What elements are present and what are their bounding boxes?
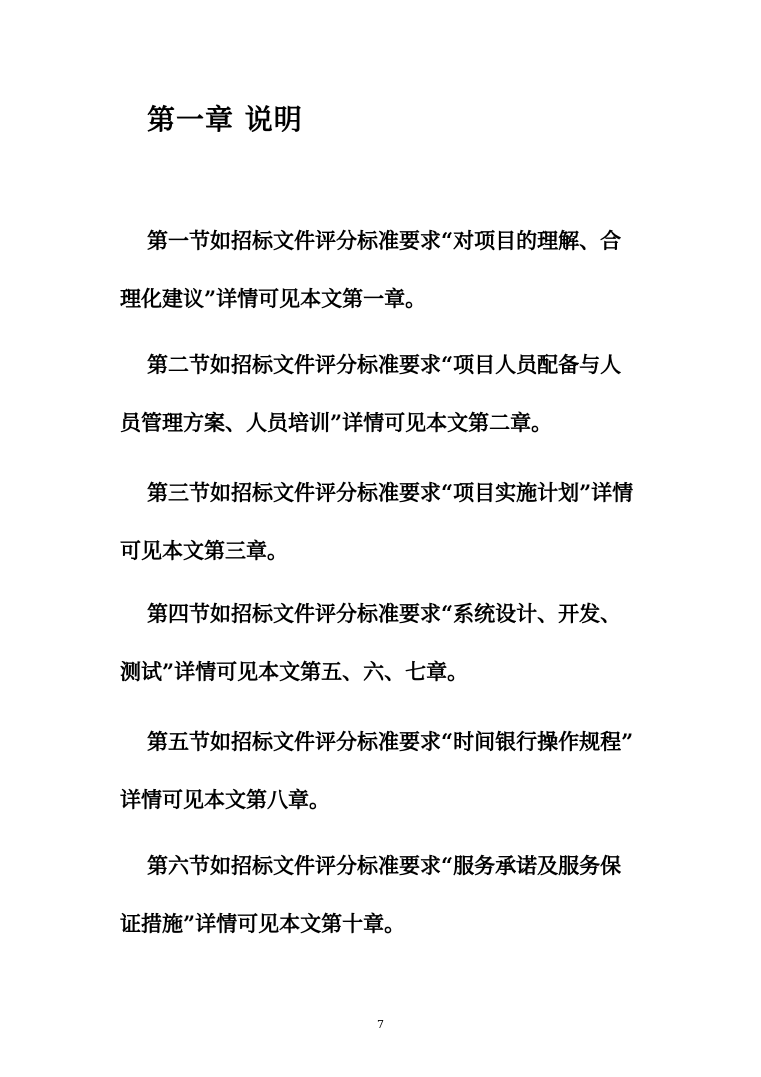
section-3-line-2: 可见本文第三章。 bbox=[120, 538, 288, 563]
section-6-line-1: 第六节如招标文件评分标准要求“服务承诺及服务保 bbox=[147, 853, 622, 878]
section-2 bbox=[120, 336, 645, 452]
section-5-line-2: 详情可见本文第八章。 bbox=[120, 787, 330, 812]
section-3 bbox=[120, 464, 645, 580]
section-3-line-1: 第三节如招标文件评分标准要求“项目实施计划”详情 bbox=[147, 480, 634, 505]
section-1-line-1: 第一节如招标文件评分标准要求“对项目的理解、合 bbox=[147, 228, 622, 253]
section-1-line-2: 理化建议”详情可见本文第一章。 bbox=[120, 286, 427, 311]
section-4-line-1: 第四节如招标文件评分标准要求“系统设计、开发、 bbox=[147, 601, 622, 626]
section-5 bbox=[120, 713, 645, 829]
section-4 bbox=[120, 585, 645, 701]
chapter-title: 第一章 说明 bbox=[147, 103, 303, 136]
section-1 bbox=[120, 212, 645, 328]
section-5-line-1: 第五节如招标文件评分标准要求“时间银行操作规程” bbox=[147, 729, 634, 754]
section-6 bbox=[120, 837, 645, 953]
section-2-line-2: 员管理方案、人员培训”详情可见本文第二章。 bbox=[120, 410, 553, 435]
section-6-line-2: 证措施”详情可见本文第十章。 bbox=[120, 911, 406, 936]
page-number: 7 bbox=[377, 1018, 384, 1031]
section-4-line-2: 测试”详情可见本文第五、六、七章。 bbox=[120, 659, 469, 684]
section-2-line-1: 第二节如招标文件评分标准要求“项目人员配备与人 bbox=[147, 352, 622, 377]
